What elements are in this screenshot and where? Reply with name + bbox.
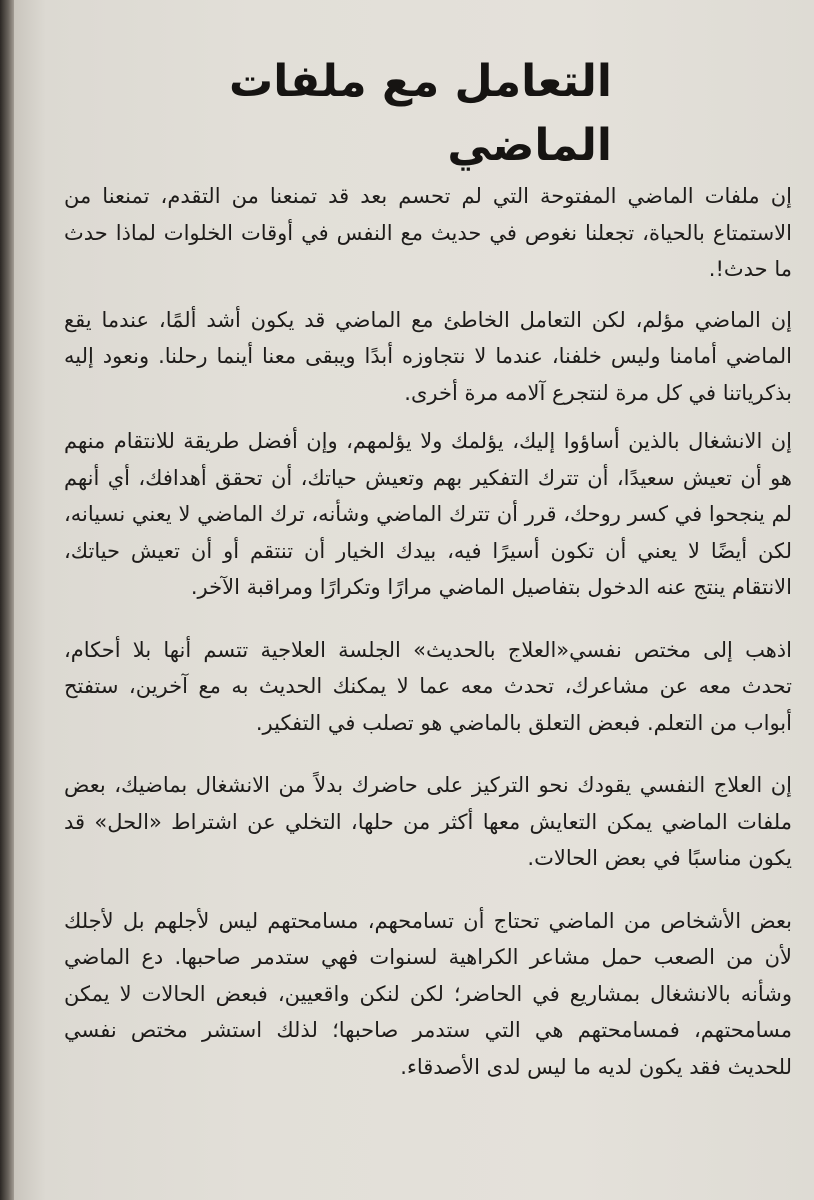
paragraph-3: إن الانشغال بالذين أساؤوا إليك، يؤلمك ولا يؤلمهم، وإن أفضل طريقة للانتقام منهم هو أن تعيش سعيدًا، أن تترك التفكير بهم وتعيش حياتك، أن تحقق أهدافك، أي أنهم لم ينجحوا في كسر روحك، قرر أن تترك الماضي وشأنه، ترك الماضي لا يعني نسيانه، لكن أيضًا لا يعني أن تكون أسيرًا فيه، بيدك الخيار أن تنتقم أو أن تعيش حياتك، الانتقام ينتج عنه الدخول بتفاصيل الماضي مرارًا وتكرارًا ومراقبة الآخر. [64,429,792,599]
paragraph-5: إن العلاج النفسي يقودك نحو التركيز على حاضرك بدلاً من الانشغال بماضيك، بعض ملفات الماضي يمكن التعايش معها أكثر من حلها، التخلي عن اشتراط «الحل» قد يكون مناسبًا في بعض الحالات. [64,773,792,870]
paragraph-6: بعض الأشخاص من الماضي تحتاج أن تسامحهم، مسامحتهم ليس لأجلهم بل لأجلك لأن من الصعب حمل مشاعر الكراهية لسنوات فهي ستدمر صاحبها. دع الماضي وشأنه بالانشغال بمشاريع في الحاضر؛ لكن لنكن واقعيين، فبعض الحالات لا يمكن مسامحتهم، فمسامحتهم هي التي ستدمر صاحبها؛ لذلك استشر مختص نفسي للحديث فقد يكون لديه ما ليس لدى الأصدقاء. [64,908,792,1079]
page-content [64,0,792,1200]
chapter-body [64,178,792,1085]
paragraph-1: إن ملفات الماضي المفتوحة التي لم تحسم بعد قد تمنعنا من التقدم، تمنعنا من الاستمتاع بالحياة، تجعلنا نغوص في حديث مع النفس في أوقات الخلوات لماذا حدث ما حدث!. [64,184,792,281]
paragraph-2: إن الماضي مؤلم، لكن التعامل الخاطئ مع الماضي قد يكون أشد ألمًا، عندما يقع الماضي أمامنا وليس خلفنا، عندما لا نتجاوزه أبدًا ويبقى معنا أينما رحلنا. ونعود إليه بذكرياتنا في كل مرة لنتجرع آلامه مرة أخرى. [64,307,792,405]
chapter-title: التعامل مع ملفات الماضي [229,56,612,171]
paragraph-4: اذهب إلى مختص نفسي«العلاج بالحديث» الجلسة العلاجية تتسم أنها بلا أحكام، تحدث معه عن مشاعرك، تحدث معه عما لا يمكنك الحديث به مع آخرين، ستفتح أبواب من التعلم. فبعض التعلق بالماضي هو تصلب في التفكير. [64,637,792,735]
book-page [14,0,814,1200]
book-spine-shadow [0,0,14,1200]
